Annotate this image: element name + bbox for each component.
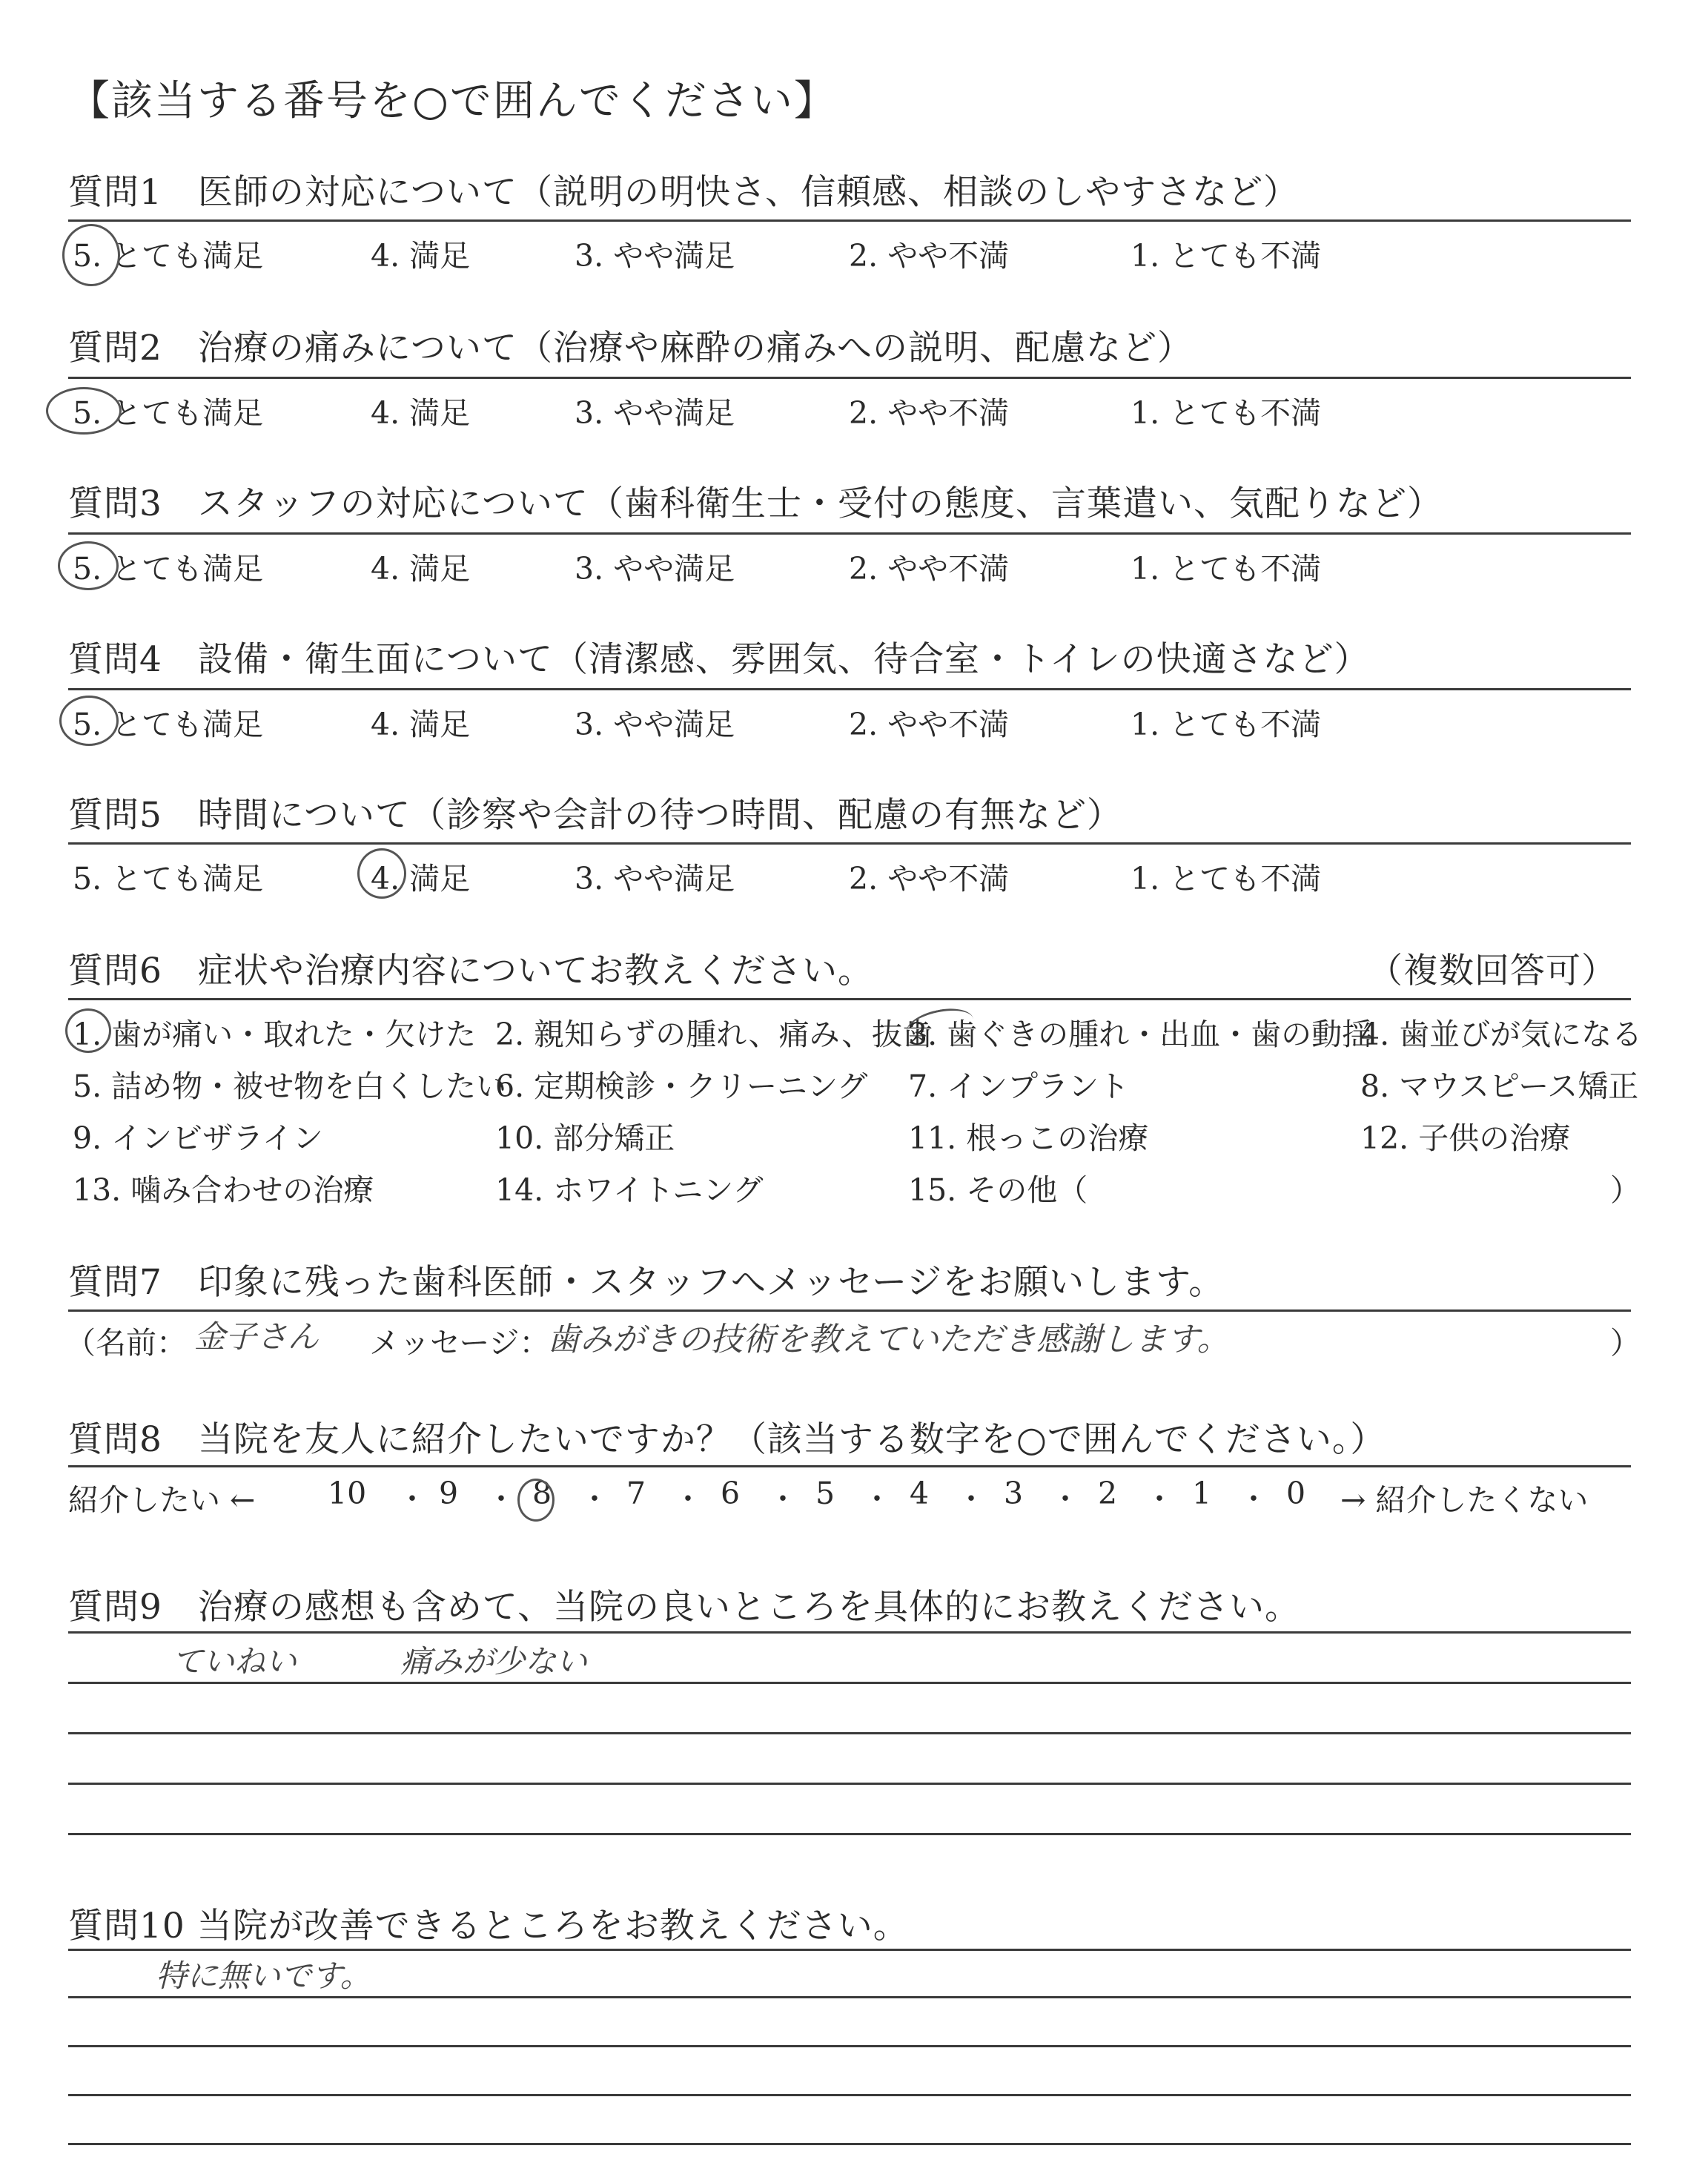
- scale-dot: ・: [956, 1482, 986, 1516]
- message-close: ）: [1610, 1325, 1641, 1361]
- q1-option-1[interactable]: 1. とても不満: [1131, 238, 1322, 274]
- q6-item-13[interactable]: 13. 噛み合わせの治療: [73, 1172, 374, 1208]
- scale-dot: ・: [768, 1482, 798, 1516]
- question-5-rule: [68, 842, 1631, 845]
- recommend-score-5[interactable]: 5: [815, 1476, 835, 1511]
- q3-option-3[interactable]: 3. やや満足: [575, 551, 735, 587]
- recommend-score-0[interactable]: 0: [1286, 1476, 1306, 1511]
- q6-item-11[interactable]: 11. 根っこの治療: [908, 1120, 1149, 1156]
- question-7-title: 質問7 印象に残った歯科医師・スタッフへメッセージをお願いします。: [68, 1262, 1225, 1303]
- recommend-score-4[interactable]: 4: [910, 1476, 930, 1511]
- q4-option-2[interactable]: 2. やや不満: [849, 707, 1010, 742]
- recommend-score-9[interactable]: 9: [439, 1476, 459, 1511]
- question-2-rule: [68, 377, 1631, 379]
- q5-option-3[interactable]: 3. やや満足: [575, 861, 735, 896]
- q6-item-8[interactable]: 8. マウスピース矯正: [1360, 1069, 1639, 1104]
- q2-option-2[interactable]: 2. やや不満: [849, 395, 1010, 431]
- question-3-title: 質問3 スタッフの対応について（歯科衛生士・受付の態度、言葉遣い、気配りなど）: [68, 483, 1443, 524]
- selection-circle: [65, 1008, 111, 1053]
- selection-circle: [46, 387, 122, 435]
- q6-item-15[interactable]: 15. その他（: [908, 1172, 1088, 1208]
- answer-line: [68, 1631, 1631, 1634]
- q6-item-5[interactable]: 5. 詰め物・被せ物を白くしたい: [73, 1069, 507, 1104]
- q1-option-2[interactable]: 2. やや不満: [849, 238, 1010, 274]
- recommend-score-2[interactable]: 2: [1098, 1476, 1118, 1511]
- name-answer[interactable]: 金子さん: [194, 1318, 320, 1355]
- recommend-score-3[interactable]: 3: [1004, 1476, 1024, 1511]
- question-3-rule: [68, 532, 1631, 535]
- question-6-rule: [68, 998, 1631, 1000]
- recommend-right-label: → 紹介したくない: [1340, 1482, 1589, 1518]
- q5-option-4[interactable]: 4. 満足: [371, 861, 471, 896]
- message-answer[interactable]: 歯みがきの技術を教えていただき感謝します。: [547, 1321, 1230, 1358]
- answer-text-2[interactable]: 痛みが少ない: [400, 1643, 588, 1680]
- answer-line: [68, 1833, 1631, 1835]
- question-8-title: 質問8 当院を友人に紹介したいですか？（該当する数字を○で囲んでください。）: [68, 1419, 1386, 1460]
- answer-line: [68, 2143, 1631, 2145]
- answer-line: [68, 1996, 1631, 1998]
- question-9-title: 質問9 治療の感想も含めて、当院の良いところを具体的にお教えください。: [68, 1587, 1300, 1628]
- recommend-score-8[interactable]: 8: [532, 1476, 552, 1511]
- answer-text-1[interactable]: ていねい: [172, 1643, 297, 1680]
- answer-line: [68, 1949, 1631, 1951]
- question-4-title: 質問4 設備・衛生面について（清潔感、雰囲気、待合室・トイレの快適さなど）: [68, 639, 1370, 680]
- q4-option-4[interactable]: 4. 満足: [371, 707, 471, 742]
- question-10-title: 質問10 当院が改善できるところをお教えください。: [68, 1906, 909, 1946]
- answer-line: [68, 1682, 1631, 1684]
- scale-dot: ・: [1145, 1482, 1174, 1516]
- question-1-rule: [68, 219, 1631, 222]
- q6-item-1[interactable]: 1. 歯が痛い・取れた・欠けた: [73, 1017, 477, 1052]
- selection-circle: [62, 224, 120, 286]
- answer-line: [68, 2094, 1631, 2096]
- q6-item-10[interactable]: 10. 部分矯正: [495, 1120, 675, 1156]
- question-4-rule: [68, 688, 1631, 690]
- question-8-rule: [68, 1465, 1631, 1467]
- selection-circle: [59, 696, 119, 746]
- question-1-title: 質問1 医師の対応について（説明の明快さ、信頼感、相談のしやすさなど）: [68, 172, 1300, 213]
- scale-dot: ・: [1239, 1482, 1268, 1516]
- q1-option-3[interactable]: 3. やや満足: [575, 238, 735, 274]
- q4-option-1[interactable]: 1. とても不満: [1131, 707, 1322, 742]
- selection-circle: [58, 541, 119, 590]
- q3-option-1[interactable]: 1. とても不満: [1131, 551, 1322, 587]
- answer-line: [68, 1732, 1631, 1734]
- q6-item-7[interactable]: 7. インプラント: [908, 1069, 1130, 1104]
- scale-dot: ・: [1050, 1482, 1080, 1516]
- answer-line: [68, 1783, 1631, 1785]
- page-title: 【該当する番号を○で囲んでください】: [68, 77, 837, 125]
- q1-option-4[interactable]: 4. 満足: [371, 238, 471, 274]
- q3-option-4[interactable]: 4. 満足: [371, 551, 471, 587]
- q6-item-15-close: ）: [1610, 1172, 1641, 1208]
- q1-option-5[interactable]: 5. とても満足: [73, 238, 264, 274]
- message-label: メッセージ：: [369, 1325, 550, 1361]
- selection-circle: [357, 848, 406, 899]
- multiple-answer-note: （複数回答可）: [1368, 951, 1617, 991]
- q2-option-3[interactable]: 3. やや満足: [575, 395, 735, 431]
- recommend-score-10[interactable]: 10: [328, 1476, 367, 1511]
- scale-dot: ・: [397, 1482, 427, 1516]
- scale-dot: ・: [580, 1482, 609, 1516]
- q5-option-2[interactable]: 2. やや不満: [849, 861, 1010, 896]
- q6-item-12[interactable]: 12. 子供の治療: [1360, 1120, 1571, 1156]
- recommend-score-7[interactable]: 7: [626, 1476, 646, 1511]
- recommend-score-6[interactable]: 6: [721, 1476, 741, 1511]
- scale-dot: ・: [673, 1482, 703, 1516]
- name-label: （名前：: [65, 1325, 187, 1361]
- q6-item-6[interactable]: 6. 定期検診・クリーニング: [495, 1069, 868, 1104]
- q5-option-1[interactable]: 1. とても不満: [1131, 861, 1322, 896]
- q3-option-2[interactable]: 2. やや不満: [849, 551, 1010, 587]
- question-2-title: 質問2 治療の痛みについて（治療や麻酔の痛みへの説明、配慮など）: [68, 328, 1194, 369]
- question-7-rule: [68, 1309, 1631, 1312]
- recommend-left-label: 紹介したい ←: [68, 1482, 256, 1518]
- q6-item-4[interactable]: 4. 歯並びが気になる: [1360, 1017, 1643, 1052]
- scale-dot: ・: [486, 1482, 516, 1516]
- answer-line: [68, 2045, 1631, 2047]
- q2-option-5[interactable]: 5. とても満足: [73, 395, 264, 431]
- answer-text[interactable]: 特に無いです。: [156, 1958, 371, 1994]
- q3-option-5[interactable]: 5. とても満足: [73, 551, 264, 587]
- question-6-title: 質問6 症状や治療内容についてお教えください。: [68, 951, 873, 991]
- q4-option-5[interactable]: 5. とても満足: [73, 707, 264, 742]
- q6-item-9[interactable]: 9. インビザライン: [73, 1120, 323, 1156]
- q6-item-2[interactable]: 2. 親知らずの腫れ、痛み、抜歯: [495, 1017, 933, 1052]
- q5-option-5[interactable]: 5. とても満足: [73, 861, 264, 896]
- scale-dot: ・: [862, 1482, 892, 1516]
- q2-option-1[interactable]: 1. とても不満: [1131, 395, 1322, 431]
- q6-item-14[interactable]: 14. ホワイトニング: [495, 1172, 764, 1208]
- q2-option-4[interactable]: 4. 満足: [371, 395, 471, 431]
- selection-circle: [517, 1479, 555, 1522]
- recommend-score-1[interactable]: 1: [1192, 1476, 1212, 1511]
- q4-option-3[interactable]: 3. やや満足: [575, 707, 735, 742]
- q6-item-3[interactable]: 3. 歯ぐきの腫れ・出血・歯の動揺: [908, 1017, 1373, 1052]
- question-5-title: 質問5 時間について（診察や会計の待つ時間、配慮の有無など）: [68, 795, 1122, 836]
